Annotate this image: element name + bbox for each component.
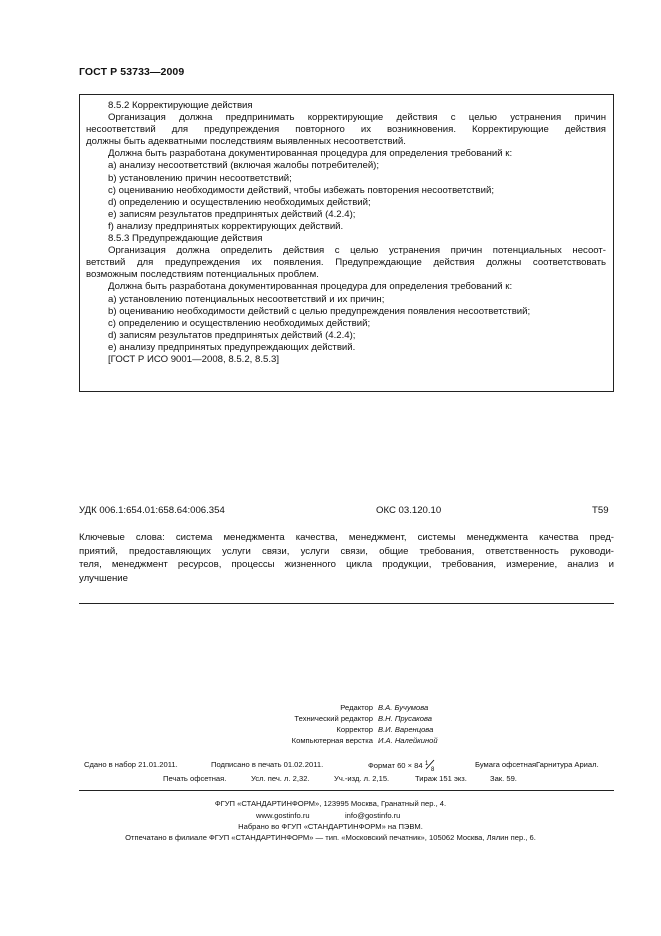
imprint-submitted: Сдано в набор 21.01.2011. bbox=[84, 760, 178, 769]
imprint-order: Зак. 59. bbox=[490, 774, 517, 783]
imprint-paper: Бумага офсетная. bbox=[475, 760, 539, 769]
fraction-denominator: 8 bbox=[430, 767, 435, 771]
box-line: Должна быть разработана документированная процедура для определения требований к: bbox=[108, 148, 513, 160]
imprint-print-sheets: Усл. печ. л. 2,32. bbox=[251, 774, 310, 783]
keywords-line: теля, менеджмент ресурсов, процессы жизненного цикла продукции, требования, измерение, анализ и bbox=[79, 559, 614, 571]
imprint-print: Печать офсетная. bbox=[163, 774, 227, 783]
fraction-one-eighth bbox=[425, 759, 435, 769]
keywords-line: приятий, предоставляющих услуги связи, услуги связи, общие требования, ответственность руководи- bbox=[79, 545, 614, 557]
box-line: несоответствий для предупреждения повторного их возникновения. Корректирующие действия bbox=[86, 124, 606, 136]
box-line: e) записям результатов предпринятых действий (4.2.4); bbox=[108, 208, 356, 220]
imprint-circulation: Тираж 151 экз. bbox=[415, 774, 467, 783]
keywords bbox=[79, 531, 614, 585]
credit-name: И.А. Налейкиной bbox=[378, 736, 438, 745]
imprint-divider bbox=[79, 790, 614, 791]
box-line: c) оцениванию необходимости действий, чтобы избежать повторения несоответствий; bbox=[108, 184, 495, 196]
credit-name: В.Н. Прусакова bbox=[378, 714, 432, 723]
typeset-note: Набрано во ФГУП «СТАНДАРТИНФОРМ» на ПЭВМ. bbox=[238, 822, 423, 831]
box-line: d) записям результатов предпринятых действий (4.2.4); bbox=[108, 329, 356, 341]
fraction-numerator: 1 bbox=[424, 761, 429, 767]
publisher-site: www.gostinfo.ru bbox=[256, 811, 310, 820]
box-line: 8.5.2 Корректирующие действия bbox=[108, 100, 253, 111]
box-line: d) определению и осуществлению необходимых действий; bbox=[108, 196, 371, 208]
imprint-font: Гарнитура Ариал. bbox=[536, 760, 599, 769]
document-header: ГОСТ Р 53733—2009 bbox=[79, 66, 185, 78]
box-line: b) оцениванию необходимости действий с целью предупреждения появления несоответствий; bbox=[108, 305, 531, 317]
box-line: c) определению и осуществлению необходимых действий; bbox=[108, 317, 371, 329]
credit-row bbox=[0, 702, 661, 713]
credit-row bbox=[0, 713, 661, 724]
printed-note: Отпечатано в филиале ФГУП «СТАНДАРТИНФОРМ» — тип. «Московский печатник», 105062 Москва, Лялин пер., 6. bbox=[125, 833, 536, 842]
keywords-divider bbox=[79, 603, 614, 604]
keywords-line: улучшение bbox=[79, 572, 129, 584]
credit-name: В.И. Варенцова bbox=[378, 725, 434, 734]
box-line: 8.5.3 Предупреждающие действия bbox=[108, 233, 263, 245]
imprint-signed: Подписано в печать 01.02.2011. bbox=[211, 760, 324, 769]
box-line: a) анализу несоответствий (включая жалобы потребителей); bbox=[108, 160, 380, 172]
credit-name: В.А. Бучумова bbox=[378, 703, 429, 712]
credit-role: Корректор bbox=[336, 725, 373, 734]
box-line: ветствий для предупреждения их появления. Предупреждающие действия должны соответствовать bbox=[86, 257, 606, 269]
box-line: Организация должна определить действия с целью устранения причин потенциальных несоот- bbox=[108, 245, 606, 257]
credit-row bbox=[0, 724, 661, 735]
publisher-address: ФГУП «СТАНДАРТИНФОРМ», 123995 Москва, Гранатный пер., 4. bbox=[214, 799, 447, 808]
credits-block bbox=[0, 702, 661, 746]
publisher-email: info@gostinfo.ru bbox=[345, 811, 401, 820]
box-line: f) анализу предпринятых корректирующих действий. bbox=[108, 220, 344, 232]
box-line: a) установлению потенциальных несоответствий и их причин; bbox=[108, 293, 385, 305]
credit-row bbox=[0, 735, 661, 746]
keywords-line: Ключевые слова: система менеджмента качества, менеджмент, системы менеджмента качества пред- bbox=[79, 532, 614, 543]
box-line: должны быть адекватными последствиям выявленных несоответствий. bbox=[86, 136, 406, 148]
oks-code: ОКС 03.120.10 bbox=[376, 505, 442, 516]
credit-role: Редактор bbox=[340, 703, 373, 712]
credit-role: Технический редактор bbox=[294, 714, 373, 723]
imprint-edit-sheets: Уч.-изд. л. 2,15. bbox=[334, 774, 390, 783]
credit-role: Компьютерная верстка bbox=[291, 736, 373, 745]
box-line: [ГОСТ Р ИСО 9001—2008, 8.5.2, 8.5.3] bbox=[108, 353, 280, 365]
imprint-format-text: Формат 60 × 84 bbox=[368, 761, 423, 770]
classifier-code: Т59 bbox=[592, 505, 609, 516]
box-line: e) анализу предпринятых предупреждающих действий. bbox=[108, 341, 356, 353]
udk-code: УДК 006.1:654.01:658.64:006.354 bbox=[79, 505, 225, 516]
box-line: Должна быть разработана документированная процедура для определения требований к: bbox=[108, 281, 513, 293]
box-line: Организация должна предпринимать корректирующие действия с целью устранения причин bbox=[108, 112, 606, 124]
box-line: возможным последствиям потенциальных проблем. bbox=[86, 269, 319, 281]
box-line: b) установлению причин несоответствий; bbox=[108, 172, 292, 184]
quoted-requirements-box bbox=[79, 94, 614, 392]
imprint-format bbox=[368, 759, 435, 771]
